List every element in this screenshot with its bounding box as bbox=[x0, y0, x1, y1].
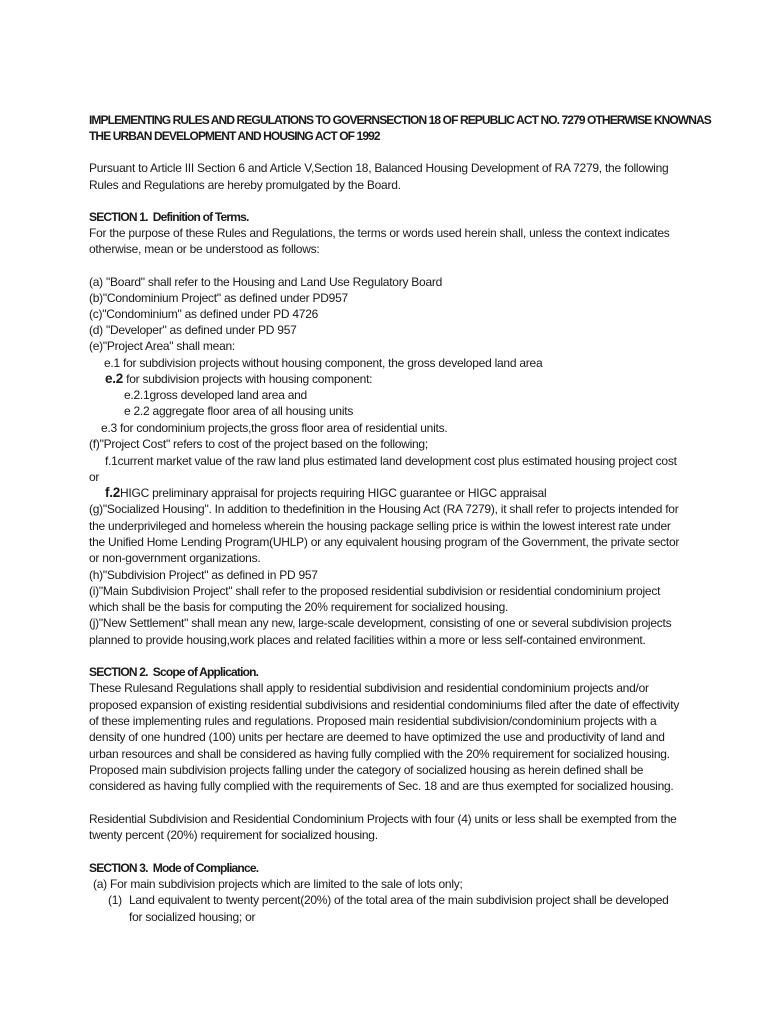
definition-h: (h)"Subdivision Project" as defined in PD 957 bbox=[89, 568, 318, 582]
section-2-text-line-4: density of one hundred (100) units per hectare are deemed to have optimized the use and productivity of land and bbox=[89, 730, 665, 744]
section-3-heading bbox=[89, 860, 258, 876]
document-title-line-2: THE URBAN DEVELOPMENT AND HOUSING ACT OF 1992 bbox=[89, 129, 380, 143]
definition-e22: e 2.2 aggregate floor area of all housing units bbox=[124, 404, 354, 418]
definition-e2 bbox=[105, 371, 372, 387]
intro-paragraph-line-2: Rules and Regulations are hereby promulgated by the Board. bbox=[89, 178, 401, 192]
section-2-text-line-5: urban resources and shall be considered as having fully complied with the 20% requirement for socialized housing. bbox=[89, 747, 670, 761]
section-2-title: Scope of Application. bbox=[152, 665, 259, 679]
section-2-number: SECTION 2. bbox=[89, 665, 148, 679]
section-1-number: SECTION 1. bbox=[89, 210, 148, 224]
definition-g-line-3: the Unified Home Lending Program(UHLP) or any equivalent housing program of the Government, the private sector bbox=[89, 535, 680, 549]
section-3-title: Mode of Compliance. bbox=[152, 861, 259, 875]
definition-e1: e.1 for subdivision projects without housing component, the gross developed land area bbox=[104, 356, 543, 370]
definition-d: (d) "Developer" as defined under PD 957 bbox=[89, 323, 297, 337]
section-3-item-1-line-1: Land equivalent to twenty percent(20%) of the total area of the main subdivision project shall be developed bbox=[129, 893, 669, 907]
section-3-item-1-label: (1) bbox=[108, 893, 122, 907]
section-1-heading bbox=[89, 209, 249, 225]
definition-f2-text: HIGC preliminary appraisal for projects requiring HIGC guarantee or HIGC appraisal bbox=[120, 486, 547, 500]
definition-f1-line-1: f.1current market value of the raw land plus estimated land development cost plus estimated housing project cost bbox=[105, 454, 677, 468]
definition-i-line-1: (i)"Main Subdivision Project" shall refer to the proposed residential subdivision or residential condominium project bbox=[89, 584, 661, 598]
section-2-text-line-2: proposed expansion of existing residential subdivisions and residential condominiums filed after the date of effectivity bbox=[89, 698, 680, 712]
definition-c: (c)"Condominium" as defined under PD 4726 bbox=[89, 307, 319, 321]
section-2-text-line-7: considered as having fully complied with the requirements of Sec. 18 and are thus exempted for socialized housing. bbox=[89, 779, 674, 793]
definition-f: (f)"Project Cost" refers to cost of the project based on the following; bbox=[89, 437, 428, 451]
section-2-text-line-3: of these implementing rules and regulations. Proposed main residential subdivision/condominium projects with a bbox=[89, 714, 657, 728]
definition-b: (b)"Condominium Project" as defined under PD957 bbox=[89, 291, 348, 305]
definition-j-line-1: (j)"New Settlement" shall mean any new, large-scale development, consisting of one or several subdivision projects bbox=[89, 616, 672, 630]
section-2-text-line-1: These Rulesand Regulations shall apply to residential subdivision and residential condominium projects and/or bbox=[89, 681, 649, 695]
definition-e21: e.2.1gross developed land area and bbox=[124, 388, 307, 402]
definition-i-line-2: which shall be the basis for computing the 20% requirement for socialized housing. bbox=[89, 600, 509, 614]
definition-g-line-2: the underprivileged and homeless wherein the housing package selling price is within the lowest interest rate under bbox=[89, 519, 671, 533]
definition-a: (a) "Board" shall refer to the Housing and Land Use Regulatory Board bbox=[89, 275, 443, 289]
section-2-text-line-8: Residential Subdivision and Residential Condominium Projects with four (4) units or less shall be exempted from the bbox=[89, 812, 677, 826]
definition-e: (e)"Project Area" shall mean: bbox=[89, 339, 236, 353]
definition-g-line-4: or non-government organizations. bbox=[89, 551, 261, 565]
section-2-heading bbox=[89, 664, 258, 680]
section-1-title: Definition of Terms. bbox=[152, 210, 249, 224]
section-1-text-line-1: For the purpose of these Rules and Regulations, the terms or words used herein shall, unless the context indicates bbox=[89, 226, 670, 240]
section-3-item-a: (a) For main subdivision projects which are limited to the sale of lots only; bbox=[93, 877, 463, 891]
document-title-line-1: IMPLEMENTING RULES AND REGULATIONS TO GOVERNSECTION 18 OF REPUBLIC ACT NO. 7279 OTHERWISE KNOWNAS bbox=[89, 113, 711, 127]
section-3-number: SECTION 3. bbox=[89, 861, 148, 875]
definition-e2-label: e.2 bbox=[105, 371, 124, 386]
definition-g-line-1: (g)"Socialized Housing". In addition to thedefinition in the Housing Act (RA 7279), it shall refer to projects intended for bbox=[89, 502, 679, 516]
definition-f1-line-2: or bbox=[89, 470, 100, 484]
definition-j-line-2: planned to provide housing,work places and related facilities within a more or less self-contained environment. bbox=[89, 633, 646, 647]
definition-e3: e.3 for condominium projects,the gross floor area of residential units. bbox=[101, 421, 448, 435]
section-3-item-1-line-2: for socialized housing; or bbox=[129, 910, 256, 924]
section-2-text-line-9: twenty percent (20%) requirement for socialized housing. bbox=[89, 828, 378, 842]
definition-f2-label: f.2 bbox=[105, 485, 121, 500]
definition-e2-text: for subdivision projects with housing component: bbox=[126, 372, 373, 386]
intro-paragraph-line-1: Pursuant to Article III Section 6 and Article V,Section 18, Balanced Housing Development of RA 7279, the following bbox=[89, 161, 669, 175]
section-1-text-line-2: otherwise, mean or be understood as follows: bbox=[89, 242, 320, 256]
definition-f2 bbox=[105, 485, 546, 501]
section-2-text-line-6: Proposed main subdivision projects falling under the category of socialized housing as herein defined shall be bbox=[89, 763, 644, 777]
